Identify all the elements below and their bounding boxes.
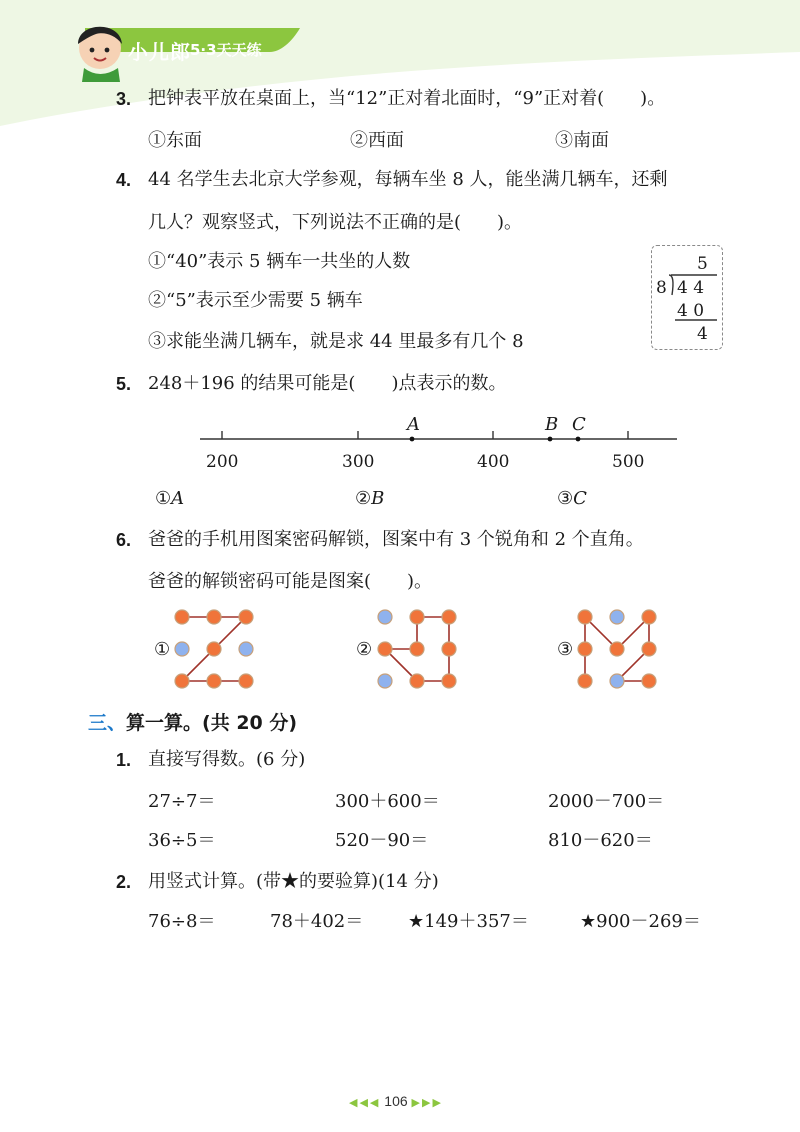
q5-option-2-point: B (371, 488, 385, 509)
point-c-dot (576, 437, 581, 442)
q6-text-line2: 爸爸的解锁密码可能是图案( )。 (148, 571, 433, 592)
star-icon: ★ (580, 911, 597, 932)
series-name: 5·3天天练 (190, 41, 262, 59)
prev-arrows-icon: ◀◀◀ (349, 1097, 381, 1109)
point-b-label: B (545, 414, 559, 435)
q5-option-3-marker: ③ (557, 488, 574, 509)
q6-number: 6. (116, 530, 132, 550)
tick-label-200: 200 (206, 452, 239, 472)
page-number: 106 (384, 1093, 408, 1109)
calc-item: 27÷7＝ (148, 791, 216, 812)
q5-option-1-marker: ① (155, 488, 172, 509)
next-arrows-icon: ▶▶▶ (411, 1097, 443, 1109)
point-b-dot (548, 437, 553, 442)
star-icon: ★ (408, 911, 425, 932)
p1-number: 1. (116, 750, 132, 770)
p2-text: 用竖式计算。(带★的要验算)(14 分) (148, 871, 439, 892)
calc-item: 300＋600＝ (335, 791, 440, 812)
q4-number: 4. (116, 170, 132, 190)
p1-text: 直接写得数。(6 分) (148, 749, 306, 770)
pattern-2-label: ② (356, 639, 373, 660)
q4-text-line1: 44 名学生去北京大学参观，每辆车坐 8 人，能坐满几辆车，还剩 (148, 169, 668, 190)
division-remainder: 4 (697, 324, 708, 344)
q4-text-line2: 几人？观察竖式，下列说法不正确的是( )。 (148, 212, 523, 233)
q4-option-2: ②“5”表示至少需要 5 辆车 (148, 290, 363, 311)
q3-option-2: ②西面 (350, 130, 404, 151)
q5-option-2 (355, 487, 384, 511)
calc-item: 36÷5＝ (148, 830, 216, 851)
point-c-label: C (572, 414, 586, 435)
brand-name: 小儿郎 (128, 40, 191, 64)
q3-text: 把钟表平放在桌面上，当“12”正对着北面时，“9”正对着( )。 (148, 88, 666, 109)
calc-item: 810－620＝ (548, 830, 653, 851)
section-3-heading: 算一算。(共 20 分) (126, 712, 298, 734)
q3-number: 3. (116, 89, 132, 109)
q5-option-1 (155, 487, 184, 511)
division-quotient: 5 (697, 254, 708, 274)
pattern-3-label: ③ (557, 639, 574, 660)
q3-option-3: ③南面 (555, 130, 609, 151)
point-a-dot (410, 437, 415, 442)
q6-text-line1: 爸爸的手机用图案密码解锁，图案中有 3 个锐角和 2 个直角。 (148, 529, 644, 550)
vertical-calc-starred (580, 910, 701, 934)
unlock-pattern-3 (573, 605, 663, 695)
q5-text: 248＋196 的结果可能是( )点表示的数。 (148, 373, 507, 394)
vertical-calc-item: 149＋357＝ (424, 911, 529, 932)
vertical-calc-starred (408, 910, 529, 934)
section-3-title (88, 708, 297, 735)
tick-label-500: 500 (612, 452, 645, 472)
q5-number: 5. (116, 374, 132, 394)
vertical-calc-item: 900－269＝ (596, 911, 701, 932)
q5-option-3 (557, 487, 587, 511)
pattern-1-label: ① (154, 639, 171, 660)
tick-label-300: 300 (342, 452, 375, 472)
division-divisor: 8 (656, 278, 667, 298)
section-3-index: 三、 (88, 712, 127, 734)
p2-number: 2. (116, 872, 132, 892)
page-footer (349, 1093, 443, 1109)
q4-option-3: ③求能坐满几辆车，就是求 44 里最多有几个 8 (148, 331, 524, 352)
vertical-calc-item: 76÷8＝ (148, 911, 216, 932)
q5-option-1-point: A (171, 488, 185, 509)
division-product: 4 0 (677, 301, 705, 321)
vertical-calc-item: 78＋402＝ (270, 911, 364, 932)
unlock-pattern-1 (170, 605, 260, 695)
calc-item: 2000－700＝ (548, 791, 665, 812)
q3-option-1: ①东面 (148, 130, 202, 151)
unlock-pattern-2 (373, 605, 463, 695)
point-a-label: A (407, 414, 420, 435)
q4-option-1: ①“40”表示 5 辆车一共坐的人数 (148, 251, 411, 272)
tick-label-400: 400 (477, 452, 510, 472)
calc-item: 520－90＝ (335, 830, 429, 851)
q5-option-2-marker: ② (355, 488, 372, 509)
division-dividend: 4 4 (677, 278, 705, 298)
q5-option-3-point: C (573, 488, 587, 509)
